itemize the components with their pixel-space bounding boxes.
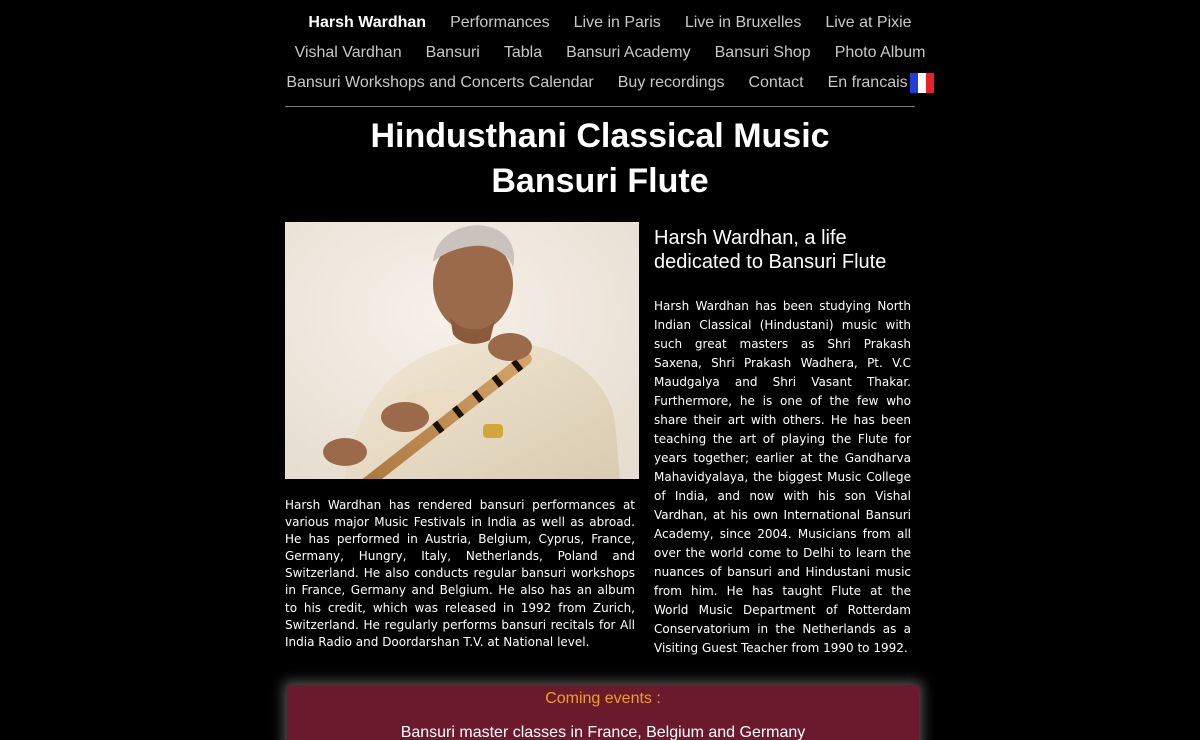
nav-link-harsh-wardhan[interactable]: Harsh Wardhan (308, 14, 427, 31)
nav-link-buy-recordings[interactable]: Buy recordings (617, 74, 725, 91)
nav-link-workshops-calendar[interactable]: Bansuri Workshops and Concerts Calendar (286, 74, 594, 91)
coming-events-heading: Coming events : (545, 690, 661, 707)
nav-row (270, 8, 950, 38)
nav-link-en-francais[interactable] (828, 73, 934, 93)
nav-link-bansuri-academy[interactable]: Bansuri Academy (566, 44, 691, 61)
nav-link-bansuri-shop[interactable]: Bansuri Shop (714, 44, 811, 61)
nav-row (270, 38, 950, 68)
nav-link-vishal-vardhan[interactable]: Vishal Vardhan (294, 44, 402, 61)
coming-events-item[interactable]: Bansuri master classes in France, Belgium and Germany (400, 724, 806, 740)
nav-link-en-francais-label: En francais (827, 74, 908, 91)
nav-link-live-at-pixie[interactable]: Live at Pixie (825, 14, 912, 31)
bio-right-paragraph: Harsh Wardhan has been studying North Indian Classical (Hindustani) music with such great masters as Shri Prakash Saxena, Shri Prakash Wadhera, Pt. V.C Maudgalya and Shri Vasant Thakar. Furthermore, he is one of the few who share their art with others. He has been teaching the art of playing the Flute for years together; earlier at the Gandharva Mahavidyalaya, the biggest Music College of India, and now with his son Vishal Vardhan, at his own International Bansuri Academy, since 2004. Musicians from all over the world come to Delhi to learn the nuances of bansuri and Hindustani music from him. He has taught Flute at the World Music Department of Rotterdam Conservatorium in the Netherlands as a Visiting Guest Teacher from 1990 to 1992. (654, 299, 911, 655)
flutist-photo (285, 222, 639, 479)
section-subtitle: Harsh Wardhan, a life dedicated to Bansuri Flute (654, 227, 887, 273)
nav-link-contact[interactable]: Contact (748, 74, 804, 91)
nav-link-photo-album[interactable]: Photo Album (834, 44, 926, 61)
nav-link-live-in-paris[interactable]: Live in Paris (573, 14, 661, 31)
nav-link-performances[interactable]: Performances (450, 14, 550, 31)
nav-row (270, 68, 950, 98)
french-flag-icon[interactable] (910, 73, 934, 93)
flutist-photo-illustration (285, 222, 639, 479)
coming-events-box (287, 685, 919, 740)
bio-left-paragraph: Harsh Wardhan has rendered bansuri performances at various major Music Festivals in India as well as abroad. He has performed in Austria, Belgium, Cyprus, France, Germany, Hungry, Italy, Netherlands, Poland and Switzerland. He also conducts regular bansuri workshops in France, Germany and Belgium. He also has an album to his credit, which was released in 1992 from Zurich, Switzerland. He regularly performs bansuri recitals for All India Radio and Doordarshan T.V. at National level. (285, 498, 635, 649)
nav-link-bansuri[interactable]: Bansuri (425, 44, 480, 61)
nav-link-tabla[interactable]: Tabla (503, 44, 543, 61)
main-navigation (270, 8, 950, 98)
page-title-line2: Bansuri Flute (491, 162, 709, 200)
nav-link-live-in-bruxelles[interactable]: Live in Bruxelles (684, 14, 802, 31)
page-title (285, 114, 915, 204)
nav-divider (285, 106, 915, 107)
page-title-line1: Hindusthani Classical Music (370, 117, 830, 155)
